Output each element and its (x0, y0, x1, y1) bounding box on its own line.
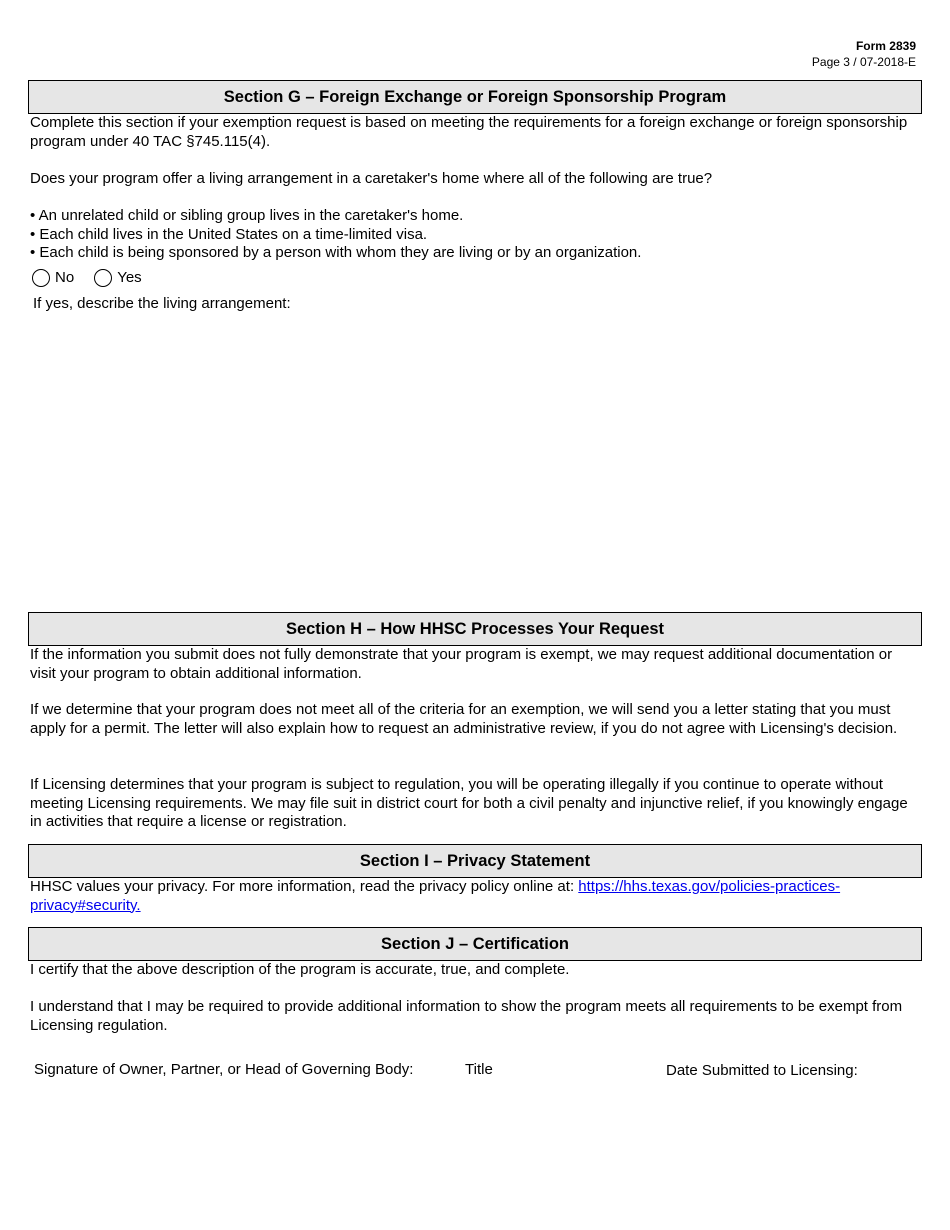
radio-yes-label: Yes (117, 269, 142, 286)
section-g-intro: Complete this section if your exemption request is based on meeting the requirements for a foreign exchange or foreign sponsorship program under 40 TAC §745.115(4). (30, 114, 908, 150)
date-submitted-field[interactable] (664, 1082, 920, 1122)
radio-yes[interactable] (94, 269, 112, 287)
signature-label: Signature of Owner, Partner, or Head of Governing Body: (34, 1061, 414, 1078)
form-header (812, 38, 916, 70)
section-h-para-3: If Licensing determines that your program is subject to regulation, you will be operating illegally if you continue to operate without meeting Licensing requirements. We may file suit in district court for both a civil penalty and injunctive relief, if you knowingly engage in activities that require a license or registration. (30, 776, 908, 831)
section-i-title: Section I – Privacy Statement (28, 844, 922, 878)
section-h-title: Section H – How HHSC Processes Your Request (28, 612, 922, 646)
radio-no-label: No (55, 269, 75, 286)
requirements-statement: I understand that I may be required to provide additional information to show the program meets all requirements to be exempt from Licensing regulation. (30, 998, 903, 1034)
privacy-text: HHSC values your privacy. For more information, read the privacy policy online at: (30, 878, 579, 895)
section-g-bullet-list (30, 207, 920, 263)
bullet-item: • Each child lives in the United States on a time-limited visa. (30, 225, 428, 243)
section-h-para-1: If the information you submit does not fully demonstrate that your program is exempt, we may request additional documentation or visit your program to obtain additional information. (30, 646, 893, 682)
living-arrangement-radio-group (32, 268, 162, 288)
form-number: Form 2839 (855, 39, 916, 53)
section-j-title: Section J – Certification (28, 927, 922, 961)
title-label: Title (465, 1061, 493, 1078)
describe-label: If yes, describe the living arrangement: (33, 295, 291, 312)
privacy-policy-link[interactable]: https://hhs.texas.gov/policies-practices-privacy#security. (30, 878, 841, 914)
privacy-statement (30, 878, 920, 915)
radio-no[interactable] (32, 269, 50, 287)
certification-statement: I certify that the above description of the program is accurate, true, and complete. (30, 961, 570, 978)
bullet-item: • An unrelated child or sibling group lives in the caretaker's home. (30, 207, 464, 224)
section-h-para-2: If we determine that your program does not meet all of the criteria for an exemption, we will send you a letter stating that you must apply for a permit. The letter will also explain how to request an administrative review, if you do not agree with Licensing's decision. (30, 701, 898, 737)
bullet-item: • Each child is being sponsored by a person with whom they are living or by an organization. (30, 244, 642, 262)
describe-textarea[interactable] (30, 318, 920, 603)
signature-field[interactable] (30, 1082, 450, 1122)
section-g-title: Section G – Foreign Exchange or Foreign Sponsorship Program (28, 80, 922, 114)
page-info: Page 3 / 07-2018-E (811, 55, 916, 69)
date-submitted-label: Date Submitted to Licensing: (666, 1062, 858, 1079)
section-g-question: Does your program offer a living arrangement in a caretaker's home where all of the following are true? (30, 170, 713, 187)
title-field[interactable] (463, 1082, 653, 1122)
